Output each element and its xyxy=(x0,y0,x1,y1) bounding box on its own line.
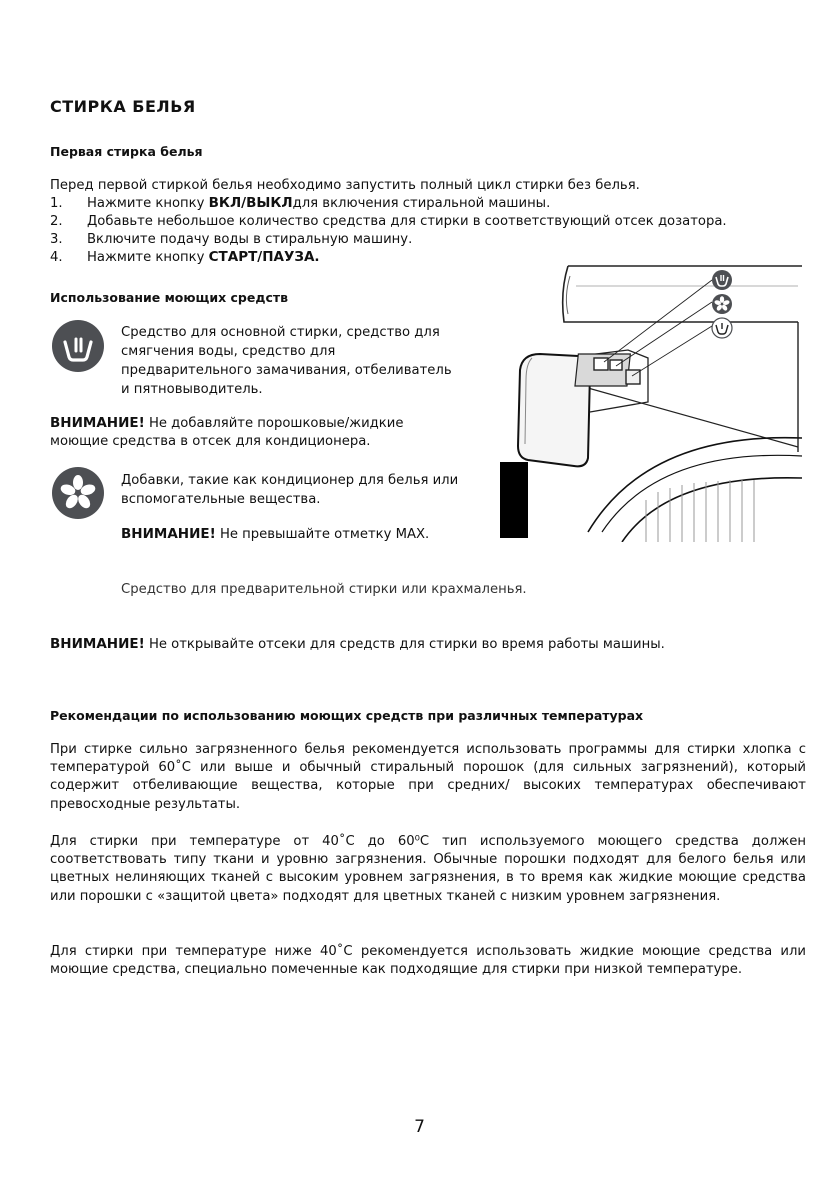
recommendation-paragraph: Для стирки при температуре ниже 40˚C рекомендуется использовать жидкие моющие средства или моющие средства, специально помеченные как подходящие для стирки при низкой температуре. xyxy=(50,944,806,978)
first-wash-intro: Перед первой стиркой белья необходимо запустить полный цикл стирки без белья. xyxy=(50,178,640,193)
page-title: СТИРКА БЕЛЬЯ xyxy=(50,97,196,116)
recommendation-paragraph: Для стирки при температуре от 40˚C до 60⁰C тип используемого моющего средства должен соответствовать типу ткани и уровню загрязнения. Обычные порошки подходят для белого белья или цветных нелиняющих тканей с высоким уровнем загрязнения, в то время как жидкие моющие средства или порошки с «защитой цвета» подходят для цветных тканей с низким уровнем загрязнения. xyxy=(50,834,806,904)
main-wash-line: смягчения воды, средство для xyxy=(121,344,336,359)
warning-label: ВНИМАНИЕ! xyxy=(50,636,145,652)
softener-description xyxy=(121,471,458,509)
step-number: 1. xyxy=(50,196,63,211)
page-number: 7 xyxy=(414,1117,425,1137)
softener-line: Добавки, такие как кондиционер для белья или xyxy=(121,473,459,488)
softener-line: вспомогательные вещества. xyxy=(121,492,321,507)
dispenser-illustration xyxy=(498,262,802,542)
prewash-description: Средство для предварительной стирки или крахмаленья. xyxy=(121,582,527,597)
main-wash-icon-glyph xyxy=(52,320,104,372)
step-4: Нажмите кнопку СТАРТ/ПАУЗА. xyxy=(87,249,320,265)
step-3: Включите подачу воды в стиральную машину. xyxy=(87,232,413,247)
flower-icon xyxy=(52,467,104,519)
warning-do-not-open: ВНИМАНИЕ! Не открывайте отсеки для средств для стирки во время работы машины. xyxy=(50,636,665,652)
warning-max-mark: ВНИМАНИЕ! Не превышайте отметку MAX. xyxy=(121,526,430,542)
small-prewash-icon xyxy=(712,318,732,338)
detergents-heading: Использование моющих средств xyxy=(50,290,289,305)
main-wash-line: предварительного замачивания, отбеливатель xyxy=(121,363,452,378)
warning-softener-compartment: ВНИМАНИЕ! Не добавляйте порошковые/жидкие моющие средства в отсек для кондиционера. xyxy=(50,415,404,449)
warning-label: ВНИМАНИЕ! xyxy=(121,526,216,542)
warning-label: ВНИМАНИЕ! xyxy=(50,415,145,431)
step-number: 3. xyxy=(50,232,63,247)
main-wash-icon xyxy=(52,320,104,372)
main-wash-line: и пятновыводитель. xyxy=(121,382,263,397)
recommendations-heading: Рекомендации по использованию моющих средств при различных температурах xyxy=(50,708,644,723)
step-number: 2. xyxy=(50,214,63,229)
first-wash-heading: Первая стирка белья xyxy=(50,144,203,159)
recommendation-paragraph: При стирке сильно загрязненного белья рекомендуется использовать программы для стирки хлопка с температурой 60˚C или выше и обычный стиральный порошок (для сильных загрязнений), который содержит отбеливающие вещества, которые при средних/ высоких температурах обеспечивают превосходные результаты. xyxy=(50,742,806,812)
step-number: 4. xyxy=(50,250,63,265)
small-flower-icon xyxy=(712,294,732,314)
main-wash-line: Средство для основной стирки, средство для xyxy=(121,325,440,340)
small-main-wash-icon xyxy=(712,270,732,290)
softener-icon xyxy=(52,467,104,519)
step-1: Нажмите кнопку ВКЛ/ВЫКЛдля включения стиральной машины. xyxy=(87,195,551,211)
step-2: Добавьте небольшое количество средства для стирки в соответствующий отсек дозатора. xyxy=(87,214,727,229)
main-wash-description xyxy=(121,323,452,399)
